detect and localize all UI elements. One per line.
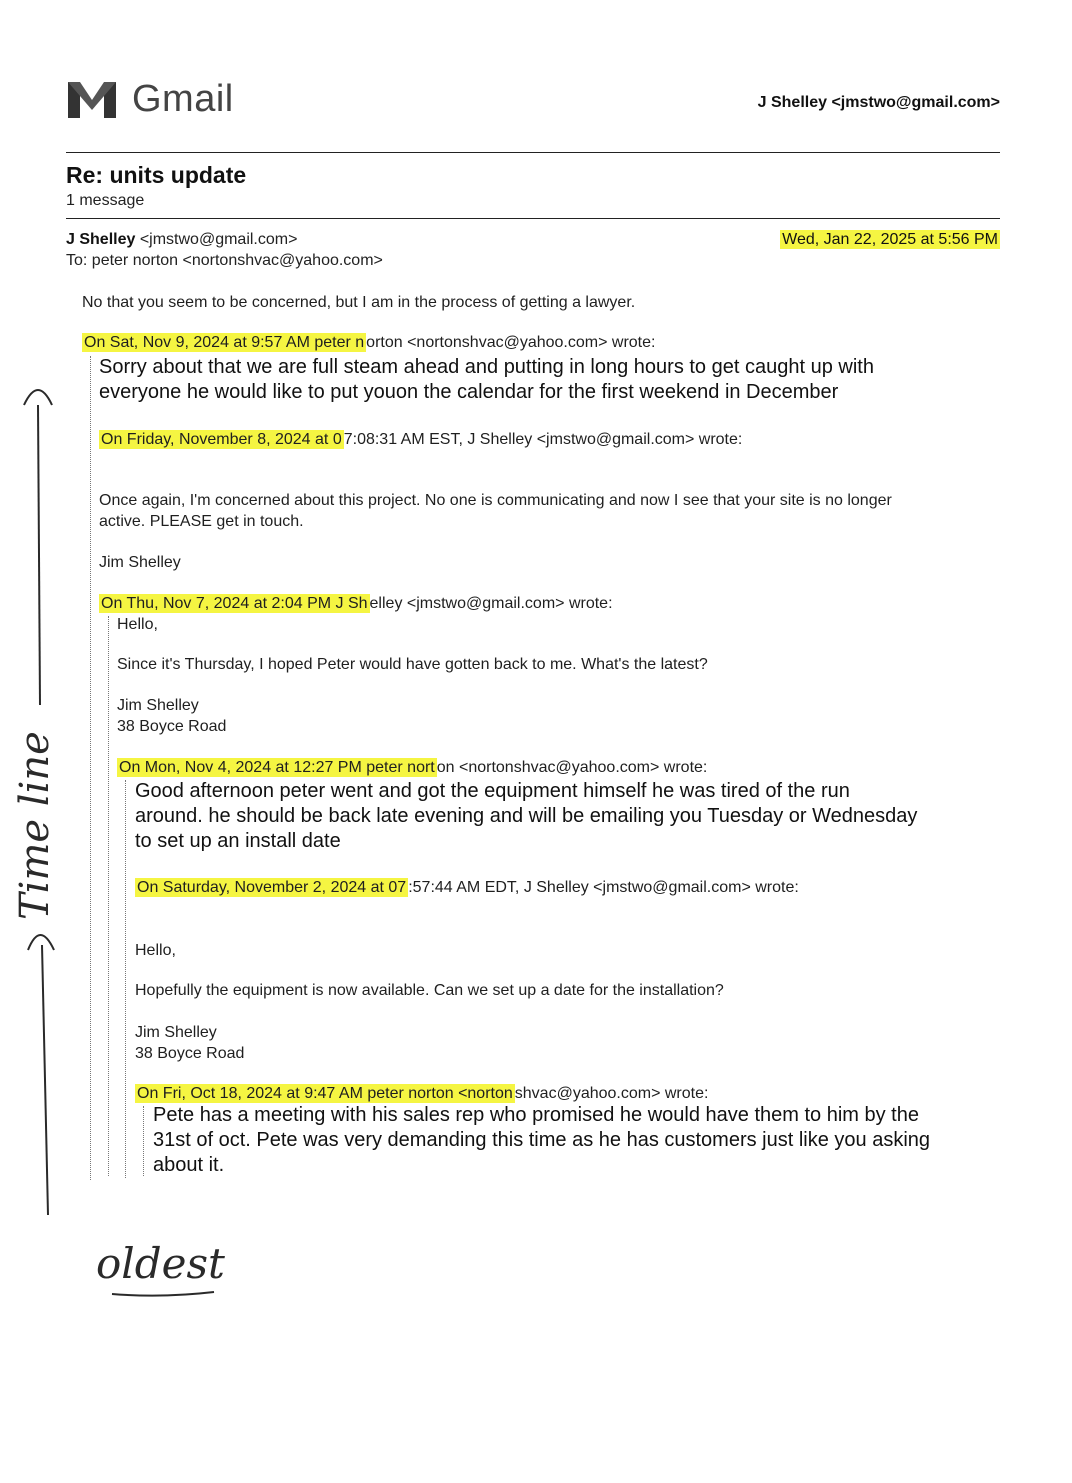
quote-attribution: On Thu, Nov 7, 2024 at 2:04 PM J Sh elley <jmstwo@gmail.com> wrote: (101, 595, 613, 612)
timeline-note: Time line (12, 731, 58, 920)
quote-text: Since it's Thursday, I hoped Peter would have gotten back to me. What's the latest? (117, 656, 708, 673)
quote-text: active. PLEASE get in touch. (99, 513, 304, 530)
message-date: Wed, Jan 22, 2025 at 5:56 PM (782, 231, 998, 248)
quote-text: 31st of oct. Pete was very demanding this time as he has customers just like you asking (153, 1129, 931, 1151)
timeline-arrow-annotation (8, 375, 58, 1225)
thread-subject: Re: units update (66, 162, 247, 188)
quote-text: Sorry about that we are full steam ahead and putting in long hours to get caught up with (99, 356, 874, 378)
quote-attribution: On Fri, Oct 18, 2024 at 9:47 AM peter norton <norton shvac@yahoo.com> wrote: (137, 1085, 709, 1102)
quote-bar (90, 356, 91, 1180)
quote-text: Hopefully the equipment is now available. Can we set up a date for the installation? (135, 982, 724, 999)
quote-text: Hello, (117, 616, 158, 633)
oldest-note: oldest (96, 1239, 225, 1288)
message-recipient: To: peter norton <nortonshvac@yahoo.com> (66, 252, 383, 269)
quote-text: everyone he would like to put youon the calendar for the first weekend in December (99, 381, 839, 403)
gmail-logo (66, 78, 234, 121)
quote-attribution: On Friday, November 8, 2024 at 0 7:08:31 AM EST, J Shelley <jmstwo@gmail.com> wrote: (101, 431, 743, 448)
quote-text: Good afternoon peter went and got the equipment himself he was tired of the run (135, 780, 850, 802)
message-body: No that you seem to be concerned, but I am in the process of getting a lawyer. (82, 294, 636, 311)
sender-email: <jmstwo@gmail.com> (139, 231, 298, 248)
quote-signature: Jim Shelley (117, 697, 199, 714)
quote-signature: 38 Boyce Road (117, 718, 227, 735)
quote-bar (125, 780, 126, 1178)
quote-signature: Jim Shelley (135, 1024, 217, 1041)
quote-attribution: On Sat, Nov 9, 2024 at 9:57 AM peter n orton <nortonshvac@yahoo.com> wrote: (84, 334, 656, 351)
quote-text: Once again, I'm concerned about this project. No one is communicating and now I see that your site is no longer (99, 492, 892, 509)
header-divider (66, 152, 1000, 153)
quote-attribution: On Saturday, November 2, 2024 at 07 :57:44 AM EDT, J Shelley <jmstwo@gmail.com> wrote: (137, 879, 799, 896)
quote-text: about it. (153, 1154, 225, 1176)
quote-signature: 38 Boyce Road (135, 1045, 245, 1062)
gmail-m-icon (66, 80, 118, 120)
quote-attribution: On Mon, Nov 4, 2024 at 12:27 PM peter nort on <nortonshvac@yahoo.com> wrote: (119, 759, 708, 776)
gmail-wordmark: Gmail (132, 78, 234, 120)
quote-text: Pete has a meeting with his sales rep who promised he would have them to him by the (153, 1104, 919, 1126)
quote-text: Hello, (135, 942, 176, 959)
account-address: J Shelley <jmstwo@gmail.com> (757, 94, 1000, 111)
quote-bar (143, 1106, 144, 1176)
quote-signature: Jim Shelley (99, 554, 181, 571)
subject-divider (66, 218, 1000, 219)
quote-bar (108, 616, 109, 1176)
sender-name: J Shelley (66, 231, 136, 248)
oldest-note-annotation (92, 1228, 232, 1303)
message-sender (66, 231, 297, 249)
message-count: 1 message (66, 192, 145, 209)
quote-text: to set up an install date (135, 830, 341, 852)
quote-text: around. he should be back late evening and will be emailing you Tuesday or Wednesday (135, 805, 918, 827)
